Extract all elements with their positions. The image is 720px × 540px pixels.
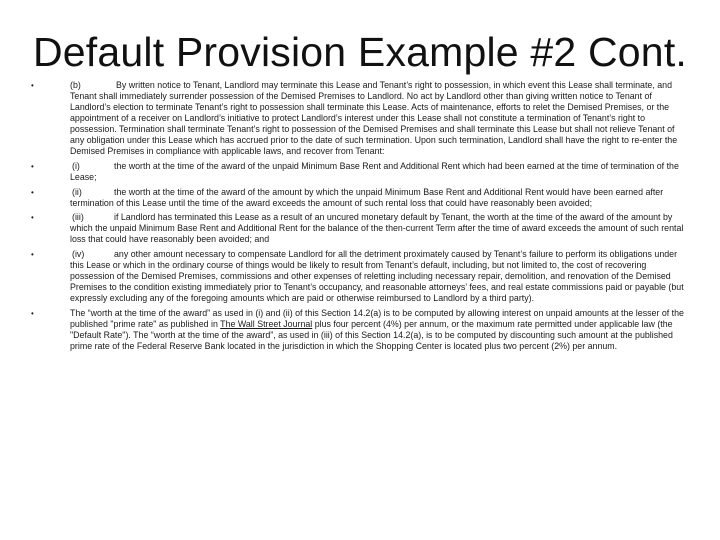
bullet-icon: •	[31, 250, 34, 260]
item-text: By written notice to Tenant, Landlord may terminate this Lease and Tenant’s right to possession, in which event this Lease shall terminate, and Tenant shall immediately surrender possession of the Demised Premises to Landlord. No act by Landlord other than giving written notice to Tenant of Landlord’s election to terminate Tenant’s right to possession shall terminate this Lease. Acts of maintenance, efforts to relet the Demised Premises, or the appointment of a receiver on Landlord’s initiative to protect Landlord’s interest under this Lease shall not constitute a termination of Tenant’s right to possession. Termination shall terminate Tenant’s right to possession of the Demised Premises and shall terminate this Lease but shall not relieve Tenant of any obligation under this Lease which has accrued prior to the date of such termination. Upon such termination, Landlord shall have the right to re-enter the Demised Premises in compliance with applicable laws, and recover from Tenant:	[70, 80, 678, 156]
bullet-item-i	[30, 161, 690, 183]
item-label: (iii)	[72, 212, 84, 223]
item-label: (iv)	[72, 249, 85, 260]
bullet-item-iii	[30, 212, 690, 245]
bullet-list	[30, 80, 690, 356]
bullet-item-worth-definition	[30, 308, 690, 352]
item-text: the worth at the time of the award of the unpaid Minimum Base Rent and Additional Rent which had been earned at the time of termination of the Lease;	[70, 160, 679, 182]
item-label: (b)	[70, 80, 81, 90]
bullet-icon: •	[31, 81, 34, 90]
bullet-icon: •	[31, 309, 34, 319]
item-text: if Landlord has terminated this Lease as a result of an uncured monetary default by Tenant, the worth at the time of the award of the amount by which the unpaid Minimum Base Rent and Additional Rent for the balance of the then-current Term after the time of award exceeds the amount of such rental loss that could have reasonably been avoided; and	[70, 212, 684, 245]
item-text: any other amount necessary to compensate Landlord for all the detriment proximately caused by Tenant’s failure to perform its obligations under this Lease or which in the ordinary course of things would be likely to result from Tenant’s default, including, but not limited to, the cost of recovering possession of the Demised Premises, commissions and other expenses of reletting including necessary repair, demolition, and renovation of the Demised Premises to the condition existing immediately prior to Tenant’s occupancy, and reasonable attorneys’ fees, and real estate commissions paid or payable (but expressly excluding any of the foregoing amounts which are paid or otherwise reimbursed to Landlord by a third party).	[70, 249, 684, 304]
bullet-icon: •	[31, 213, 34, 223]
slide-title: Default Provision Example #2 Cont.	[32, 29, 687, 75]
item-label: (i)	[72, 160, 80, 171]
bullet-item-b	[30, 80, 690, 157]
item-text-after: plus four percent (4%) per annum, or the maximum rate permitted under applicable law (the "Default Rate"). The “worth at the time of the award”, as used in (iii) of this Section 14.2(a), is to be computed by discounting such amount at the published prime rate of the Federal Reserve Bank located in the jurisdiction in which the Shopping Center is located plus two percent (2%) per annum.	[70, 319, 673, 351]
bullet-item-ii	[30, 187, 690, 209]
item-label: (ii)	[72, 186, 82, 197]
bullet-icon: •	[31, 187, 34, 197]
bullet-item-iv	[30, 249, 690, 304]
item-text-before: The “worth at the time of the award” as used in (i) and (ii) of this Section 14.2(a) is to be computed by allowing interest on unpaid amounts at the lesser of the published "prime rate" as published in	[70, 308, 684, 330]
bullet-icon: •	[31, 161, 34, 171]
item-text: the worth at the time of the award of the amount by which the unpaid Minimum Base Rent and Additional Rent would have been earned after termination of this Lease until the time of the award exceeds the amount of such rental loss that could have reasonably been avoided;	[70, 186, 664, 208]
publication-name: The Wall Street Journal	[220, 319, 313, 330]
